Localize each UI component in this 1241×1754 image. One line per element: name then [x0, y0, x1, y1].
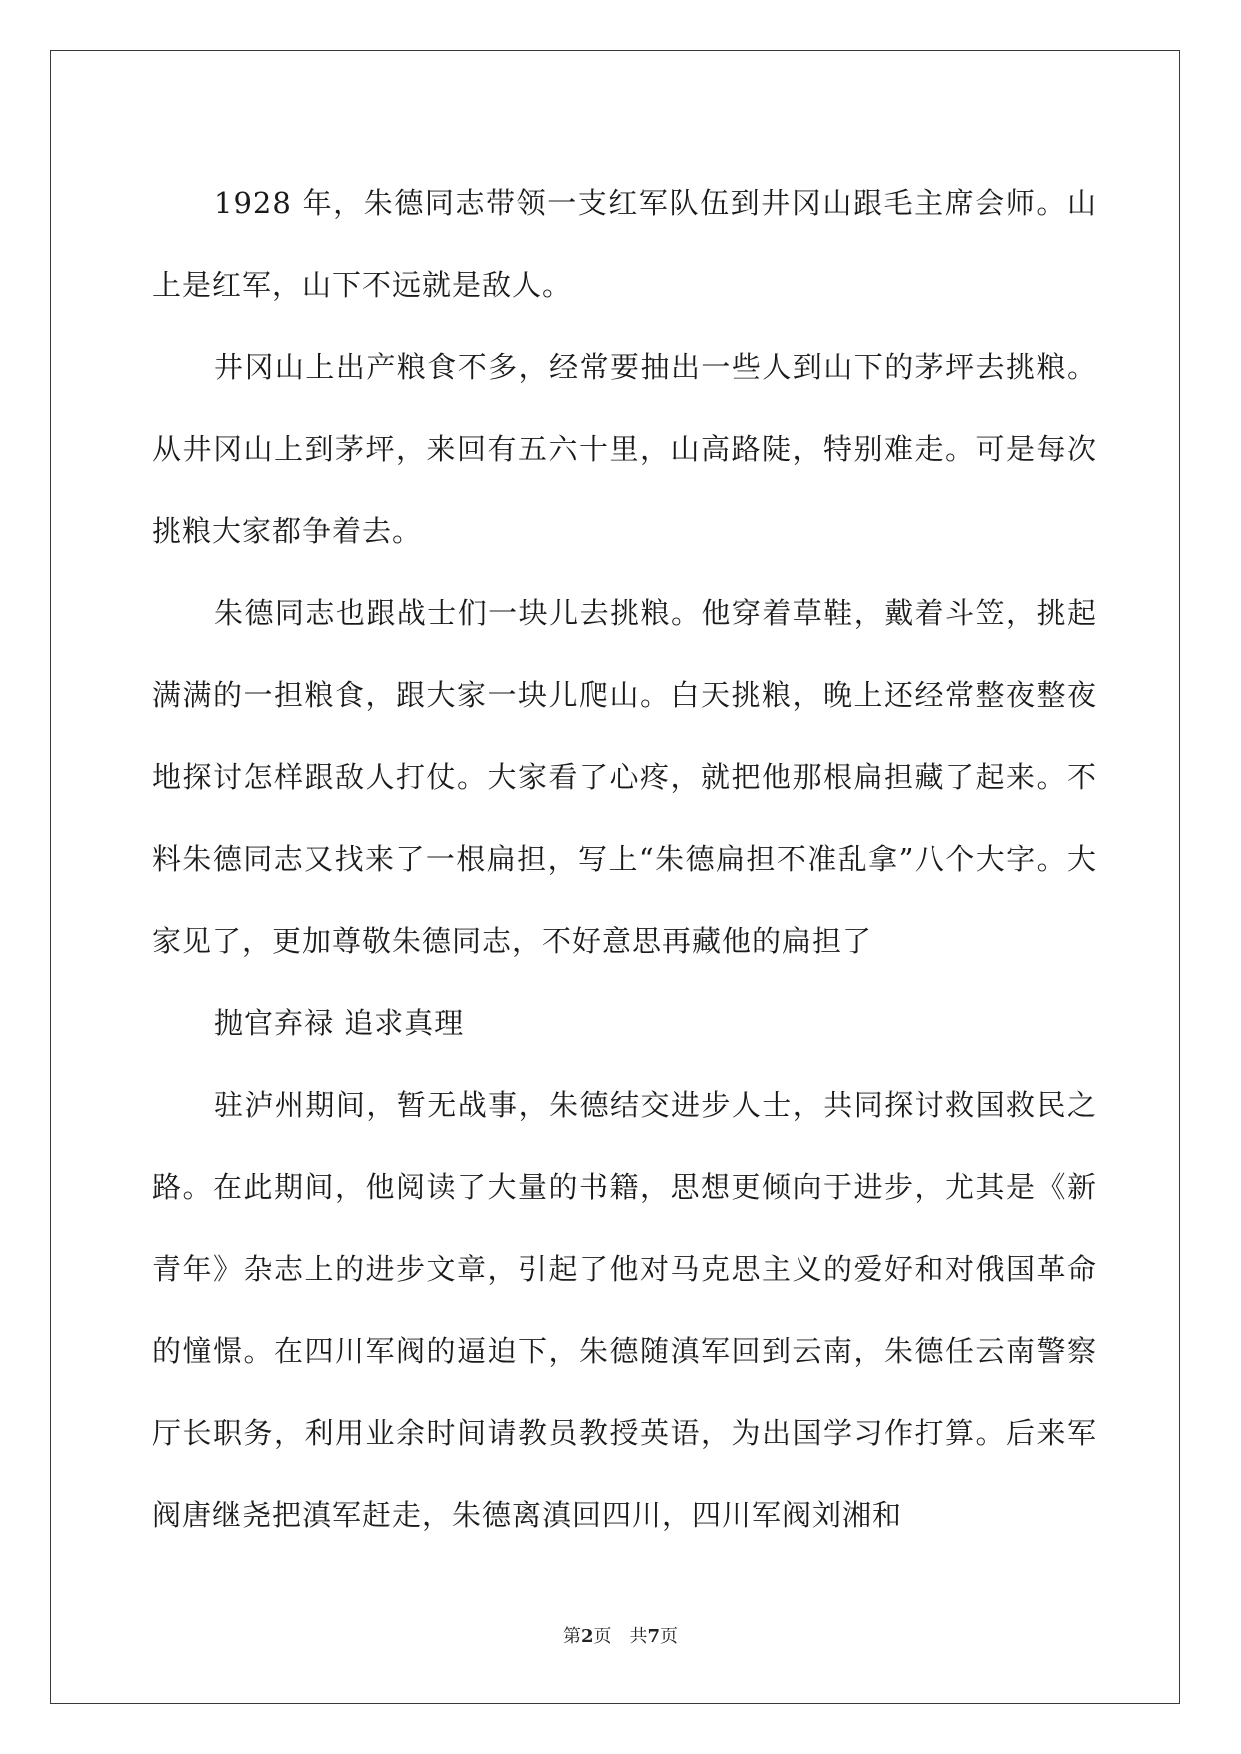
- paragraph-4: 驻泸州期间，暂无战事，朱德结交进步人士，共同探讨救国救民之路。在此期间，他阅读了大量的书籍，思想更倾向于进步，尤其是《新青年》杂志上的进步文章，引起了他对马克思主义的爱好和对俄国革命的憧憬。在四川军阀的逼迫下，朱德随滇军回到云南，朱德任云南警察厅长职务，利用业余时间请教员教授英语，为出国学习作打算。后来军阀唐继尧把滇军赶走，朱德离滇回四川，四川军阀刘湘和: [152, 1088, 1097, 1532]
- footer-total-prefix: 共: [629, 1626, 648, 1647]
- footer-total-suffix: 页: [660, 1626, 679, 1647]
- footer-page-suffix: 页: [593, 1626, 612, 1647]
- paragraph-3: 朱德同志也跟战士们一块儿去挑粮。他穿着草鞋，戴着斗笠，挑起满满的一担粮食，跟大家一块儿爬山。白天挑粮，晚上还经常整夜整夜地探讨怎样跟敌人打仗。大家看了心疼，就把他那根扁担藏了起来。不料朱德同志又找来了一根扁担，写上“朱德扁担不准乱拿”八个大字。大家见了，更加尊敬朱德同志，不好意思再藏他的扁担了: [152, 596, 1097, 958]
- page-footer: [0, 1622, 1241, 1648]
- current-page-number: 2: [580, 1626, 594, 1647]
- total-page-count: 7: [647, 1626, 661, 1647]
- section-heading: 抛官弃禄 追求真理: [214, 1006, 465, 1040]
- footer-prefix: 第: [562, 1626, 581, 1647]
- paragraph-1: 1928 年，朱德同志带领一支红军队伍到井冈山跟毛主席会师。山上是红军，山下不远就是敌人。: [152, 186, 1097, 302]
- paragraph-2: 井冈山上出产粮食不多，经常要抽出一些人到山下的茅坪去挑粮。从井冈山上到茅坪，来回有五六十里，山高路陡，特别难走。可是每次挑粮大家都争着去。: [152, 350, 1097, 548]
- document-body: [152, 162, 1097, 1556]
